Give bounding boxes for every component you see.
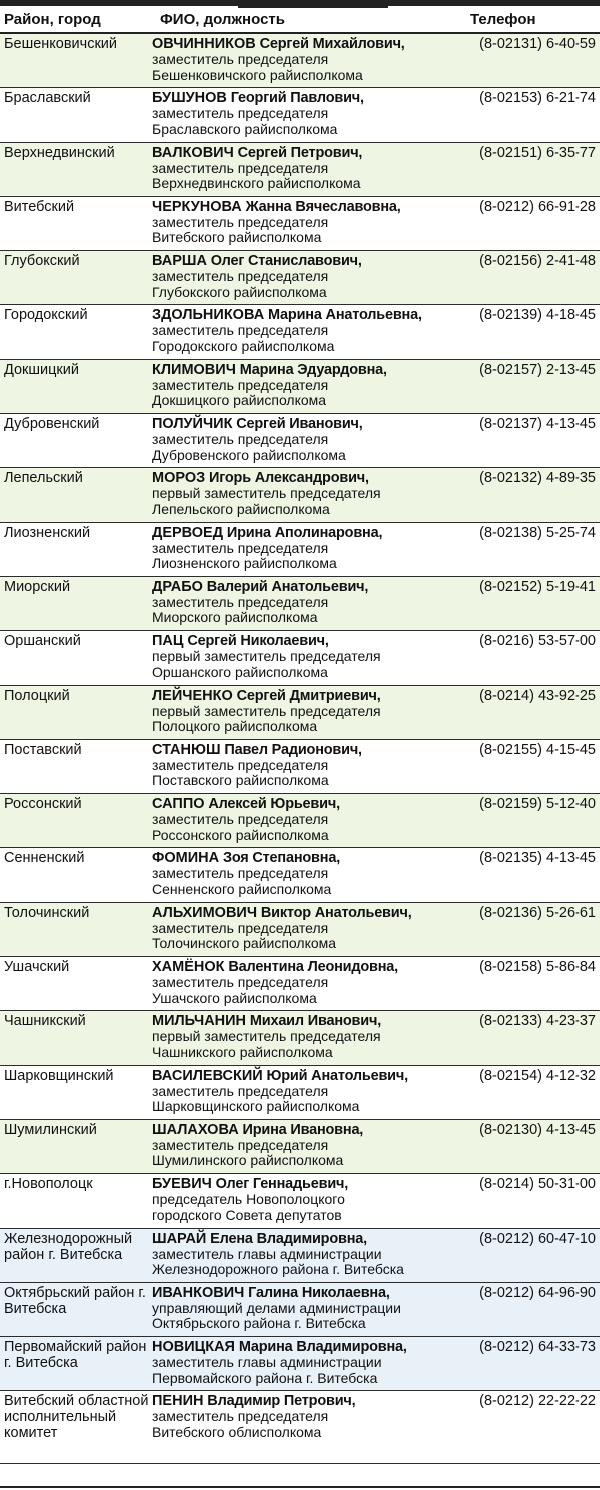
row-position: заместитель председателя — [152, 159, 329, 176]
table-row — [0, 414, 600, 468]
table-row — [0, 740, 600, 794]
row-surname: ШАЛАХОВА — [152, 1121, 239, 1138]
row-position: заместитель председателя — [152, 1408, 329, 1425]
table-row — [0, 1391, 600, 1464]
row-district: Докшицкий — [4, 361, 79, 378]
row-position: Россонского райисполкома — [152, 826, 329, 843]
table-row — [0, 360, 600, 414]
row-person-name — [152, 1393, 464, 1409]
row-person-name — [152, 90, 464, 106]
row-person — [152, 1122, 464, 1169]
row-surname: ВАСИЛЕВСКИЙ — [152, 1067, 263, 1084]
table-row — [0, 957, 600, 1011]
row-surname: МОРОЗ — [152, 470, 206, 487]
row-position: заместитель председателя — [152, 919, 329, 936]
row-district: Толочинский — [4, 904, 90, 921]
row-person — [152, 959, 464, 1006]
row-phone: (8-02159) 5-12-40 — [479, 796, 596, 813]
row-surname: ШАРАЙ — [152, 1230, 207, 1247]
bottom-rule — [0, 1486, 600, 1488]
row-position: первый заместитель председателя — [152, 485, 381, 502]
row-person — [152, 199, 464, 246]
row-person-name — [152, 36, 464, 52]
row-phone: (8-0216) 53-57-00 — [479, 633, 596, 650]
table-row — [0, 143, 600, 197]
row-phone: (8-0214) 50-31-00 — [479, 1176, 596, 1193]
row-person — [152, 416, 464, 463]
row-phone: (8-02131) 6-40-59 — [479, 36, 596, 52]
row-given-name: Сергей Николаевич, — [183, 633, 329, 650]
row-surname: ПАЦ — [152, 633, 184, 650]
row-person-name — [152, 470, 464, 486]
row-district: Оршанский — [4, 633, 81, 650]
row-phone: (8-0212) 22-22-22 — [479, 1393, 596, 1410]
row-position: Дубровенского райисполкома — [152, 446, 346, 463]
row-district: г.Новополоцк — [4, 1176, 93, 1193]
row-person — [152, 253, 464, 300]
row-person — [152, 362, 464, 409]
row-surname: ДЕРВОЕД — [152, 524, 224, 541]
row-given-name: Сергей Петрович, — [233, 144, 363, 161]
row-district: Ушачский — [4, 959, 70, 976]
row-position: заместитель председателя — [152, 431, 329, 448]
row-district: Лиозненский — [4, 524, 91, 541]
row-person-name — [152, 362, 464, 378]
row-person — [152, 525, 464, 572]
row-given-name: Елена Владимировна, — [206, 1230, 367, 1247]
table-row — [0, 1174, 600, 1228]
row-phone: (8-02156) 2-41-48 — [479, 253, 596, 270]
row-phone: (8-0212) 60-47-10 — [479, 1230, 596, 1247]
row-given-name: Сергей Дмитриевич, — [232, 687, 381, 704]
row-position: заместитель председателя — [152, 593, 329, 610]
row-district: Верхнедвинский — [4, 144, 115, 161]
row-surname: ХАМЁНОК — [152, 959, 225, 976]
row-person — [152, 850, 464, 897]
row-person-name — [152, 199, 464, 215]
row-district: Чашникский — [4, 1013, 86, 1030]
row-phone: (8-02154) 4-12-32 — [479, 1067, 596, 1084]
row-person — [152, 307, 464, 354]
row-surname: МИЛЬЧАНИН — [152, 1013, 247, 1030]
row-phone: (8-02151) 6-35-77 — [479, 144, 596, 161]
row-phone: (8-02132) 4-89-35 — [479, 470, 596, 487]
row-phone: (8-0212) 66-91-28 — [479, 198, 596, 215]
row-surname: БУШУНОВ — [152, 90, 227, 107]
row-district: Первомайский район г. Витебска — [4, 1339, 147, 1372]
table-row — [0, 577, 600, 631]
row-phone: (8-02135) 4-13-45 — [479, 850, 596, 867]
row-person — [152, 579, 464, 626]
table-row — [0, 686, 600, 740]
row-phone: (8-0214) 43-92-25 — [479, 687, 596, 704]
row-phone: (8-02139) 4-18-45 — [479, 307, 596, 324]
row-district: Железнодорожный район г. Витебска — [4, 1230, 133, 1263]
row-position: городского Совета депутатов — [152, 1206, 342, 1223]
row-position: заместитель председателя — [152, 322, 329, 339]
row-given-name: Олег Станиславович, — [206, 253, 362, 270]
row-position: заместитель председателя — [152, 376, 329, 393]
table-row — [0, 1337, 600, 1391]
row-given-name: Михаил Иванович, — [246, 1013, 382, 1030]
row-surname: КЛИМОВИЧ — [152, 361, 236, 378]
row-given-name: Галина Николаевна, — [244, 1284, 390, 1301]
row-surname: БУЕВИЧ — [152, 1176, 212, 1193]
row-position: заместитель председателя — [152, 974, 329, 991]
row-district: Россонский — [4, 796, 82, 813]
row-person-name — [152, 253, 464, 269]
table-row — [0, 631, 600, 685]
row-given-name: Марина Эдуардовна, — [235, 361, 387, 378]
row-position: Шарковщинского райисполкома — [152, 1098, 360, 1115]
header-name: ФИО, должность — [160, 11, 285, 28]
row-position: первый заместитель председателя — [152, 1028, 381, 1045]
table-row — [0, 794, 600, 848]
row-position: Железнодорожного района г. Витебска — [152, 1261, 404, 1278]
row-position: заместитель председателя — [152, 539, 329, 556]
row-position: Бешенковичского райисполкома — [152, 66, 363, 83]
row-surname: ЛЕЙЧЕНКО — [152, 687, 233, 704]
row-person — [152, 90, 464, 137]
row-person — [152, 36, 464, 83]
row-person-name — [152, 850, 464, 866]
row-district: Витебский — [4, 198, 75, 215]
row-person-name — [152, 688, 464, 704]
row-district: Лепельский — [4, 470, 83, 487]
table-header — [0, 8, 600, 34]
row-person — [152, 1339, 464, 1386]
row-surname: ВАЛКОВИЧ — [152, 144, 234, 161]
row-person-name — [152, 1285, 464, 1301]
row-position: заместитель председателя — [152, 213, 329, 230]
row-given-name: Жанна Вячеславовна, — [241, 198, 401, 215]
row-person — [152, 633, 464, 680]
row-position: Поставского райисполкома — [152, 772, 329, 789]
row-district: Поставский — [4, 741, 82, 758]
row-phone: (8-02153) 6-21-74 — [479, 90, 596, 107]
row-position: заместитель председателя — [152, 811, 329, 828]
row-given-name: Марина Владимировна, — [234, 1339, 407, 1356]
table-row — [0, 1120, 600, 1174]
row-position: Ушачского райисполкома — [152, 989, 317, 1006]
row-district: Шарковщинский — [4, 1067, 114, 1084]
row-position: Витебского райисполкома — [152, 229, 322, 246]
row-given-name: Георгий Павлович, — [226, 90, 364, 107]
row-position: Оршанского райисполкома — [152, 663, 328, 680]
row-given-name: Сергей Иванович, — [232, 416, 363, 433]
row-given-name: Виктор Анатольевич, — [257, 904, 412, 921]
row-person-name — [152, 1122, 464, 1138]
row-person-name — [152, 579, 464, 595]
row-district: Сенненский — [4, 850, 85, 867]
row-position: Браславского райисполкома — [152, 120, 338, 137]
row-district: Миорский — [4, 578, 71, 595]
row-surname: ПЕНИН — [152, 1393, 204, 1410]
row-person-name — [152, 1231, 464, 1247]
row-district: Шумилинский — [4, 1121, 97, 1138]
row-person — [152, 688, 464, 735]
row-phone: (8-0212) 64-96-90 — [479, 1284, 596, 1301]
table-row — [0, 34, 600, 88]
row-district: Городокский — [4, 307, 88, 324]
row-phone: (8-02152) 5-19-41 — [479, 578, 596, 595]
row-surname: СТАНЮШ — [152, 741, 221, 758]
row-surname: НОВИЦКАЯ — [152, 1339, 235, 1356]
row-given-name: Ирина Ивановна, — [238, 1121, 364, 1138]
row-phone: (8-02158) 5-86-84 — [479, 959, 596, 976]
contacts-table — [0, 34, 600, 1464]
row-given-name: Алексей Юрьевич, — [204, 796, 340, 813]
row-person — [152, 1393, 464, 1440]
row-person — [152, 470, 464, 517]
row-given-name: Ирина Аполинаровна, — [223, 524, 383, 541]
row-position: заместитель председателя — [152, 865, 329, 882]
row-given-name: Зоя Степановна, — [219, 850, 341, 867]
row-person — [152, 1285, 464, 1332]
row-surname: ПОЛУЙЧИК — [152, 416, 233, 433]
table-row — [0, 848, 600, 902]
table-row — [0, 1229, 600, 1283]
row-position: заместитель председателя — [152, 756, 329, 773]
row-person — [152, 1068, 464, 1115]
row-position: заместитель председателя — [152, 1136, 329, 1153]
row-given-name: Юрий Анатольевич, — [262, 1067, 408, 1084]
row-position: председатель Новополоцкого — [152, 1191, 345, 1208]
table-row — [0, 197, 600, 251]
row-surname: ДРАБО — [152, 578, 203, 595]
row-phone: (8-02157) 2-13-45 — [479, 361, 596, 378]
row-person — [152, 742, 464, 789]
row-position: управляющий делами администрации — [152, 1299, 401, 1316]
row-person-name — [152, 633, 464, 649]
row-surname: ИВАНКОВИЧ — [152, 1284, 245, 1301]
top-rule-tab — [238, 0, 388, 8]
row-phone: (8-02138) 5-25-74 — [479, 524, 596, 541]
header-phone: Телефон — [470, 11, 536, 28]
row-district: Октябрьский район г. Витебска — [4, 1284, 146, 1317]
row-given-name: Игорь Александрович, — [205, 470, 369, 487]
row-position: Сенненского райисполкома — [152, 880, 332, 897]
row-position: заместитель председателя — [152, 105, 329, 122]
row-person — [152, 1176, 464, 1223]
row-phone: (8-02155) 4-15-45 — [479, 741, 596, 758]
table-row — [0, 251, 600, 305]
row-surname: ОВЧИННИКОВ — [152, 36, 256, 52]
row-position: заместитель председателя — [152, 1082, 329, 1099]
row-position: Толочинского райисполкома — [152, 935, 337, 952]
row-position: Первомайского района г. Витебска — [152, 1369, 378, 1386]
row-surname: АЛЬХИМОВИЧ — [152, 904, 258, 921]
row-person — [152, 145, 464, 192]
row-position: заместитель главы администрации — [152, 1245, 382, 1262]
table-row — [0, 903, 600, 957]
row-person — [152, 796, 464, 843]
row-person-name — [152, 796, 464, 812]
row-surname: ФОМИНА — [152, 850, 220, 867]
row-given-name: Сергей Михайлович, — [255, 36, 405, 52]
row-district: Глубокский — [4, 253, 80, 270]
row-position: Миорского райисполкома — [152, 609, 318, 626]
table-row — [0, 305, 600, 359]
table-row — [0, 1011, 600, 1065]
row-phone: (8-0212) 64-33-73 — [479, 1339, 596, 1356]
table-row — [0, 1283, 600, 1337]
row-given-name: Валентина Леонидовна, — [224, 959, 398, 976]
row-person-name — [152, 905, 464, 921]
row-given-name: Олег Геннадьевич, — [211, 1176, 349, 1193]
row-district: Полоцкий — [4, 687, 70, 704]
row-phone: (8-02133) 4-23-37 — [479, 1013, 596, 1030]
row-position: заместитель председателя — [152, 51, 329, 67]
row-position: первый заместитель председателя — [152, 702, 381, 719]
table-row — [0, 88, 600, 142]
table-row — [0, 468, 600, 522]
row-person — [152, 1013, 464, 1060]
row-phone: (8-02130) 4-13-45 — [479, 1121, 596, 1138]
row-surname: ЗДОЛЬНИКОВА — [152, 307, 265, 324]
row-given-name: Павел Радионович, — [220, 741, 362, 758]
row-surname: ВАРША — [152, 253, 207, 270]
row-given-name: Валерий Анатольевич, — [202, 578, 369, 595]
row-position: Витебского облисполкома — [152, 1423, 322, 1440]
row-person-name — [152, 416, 464, 432]
row-position: Лепельского райисполкома — [152, 500, 330, 517]
row-position: Лиозненского райисполкома — [152, 555, 337, 572]
row-district: Витебский областной исполнительный комитет — [4, 1393, 149, 1442]
row-given-name: Марина Анатольевна, — [264, 307, 422, 324]
row-person-name — [152, 1176, 464, 1192]
row-position: Чашникского райисполкома — [152, 1043, 333, 1060]
row-position: Городокского райисполкома — [152, 337, 335, 354]
row-phone: (8-02136) 5-26-61 — [479, 904, 596, 921]
row-position: Верхнедвинского райисполкома — [152, 175, 361, 192]
row-district: Дубровенский — [4, 416, 100, 433]
row-person-name — [152, 1013, 464, 1029]
header-district: Район, город — [4, 11, 101, 28]
table-row — [0, 1066, 600, 1120]
row-position: заместитель главы администрации — [152, 1354, 382, 1371]
row-position: Октябрьского района г. Витебска — [152, 1315, 366, 1332]
row-person-name — [152, 525, 464, 541]
row-position: заместитель председателя — [152, 268, 329, 285]
row-district: Браславский — [4, 90, 91, 107]
row-person-name — [152, 145, 464, 161]
table-row — [0, 523, 600, 577]
row-surname: ЧЕРКУНОВА — [152, 198, 242, 215]
row-person-name — [152, 1068, 464, 1084]
row-district: Бешенковичский — [4, 36, 118, 52]
row-position: Глубокского райисполкома — [152, 283, 327, 300]
row-given-name: Владимир Петрович, — [203, 1393, 356, 1410]
row-person-name — [152, 742, 464, 758]
row-position: Полоцкого райисполкома — [152, 718, 318, 735]
row-surname: САППО — [152, 796, 205, 813]
row-phone: (8-02137) 4-13-45 — [479, 416, 596, 433]
row-person-name — [152, 307, 464, 323]
row-person — [152, 1231, 464, 1278]
row-person-name — [152, 1339, 464, 1355]
row-position: Шумилинского райисполкома — [152, 1152, 344, 1169]
row-position: Докшицкого райисполкома — [152, 392, 327, 409]
row-person — [152, 905, 464, 952]
row-position: первый заместитель председателя — [152, 648, 381, 665]
row-person-name — [152, 959, 464, 975]
